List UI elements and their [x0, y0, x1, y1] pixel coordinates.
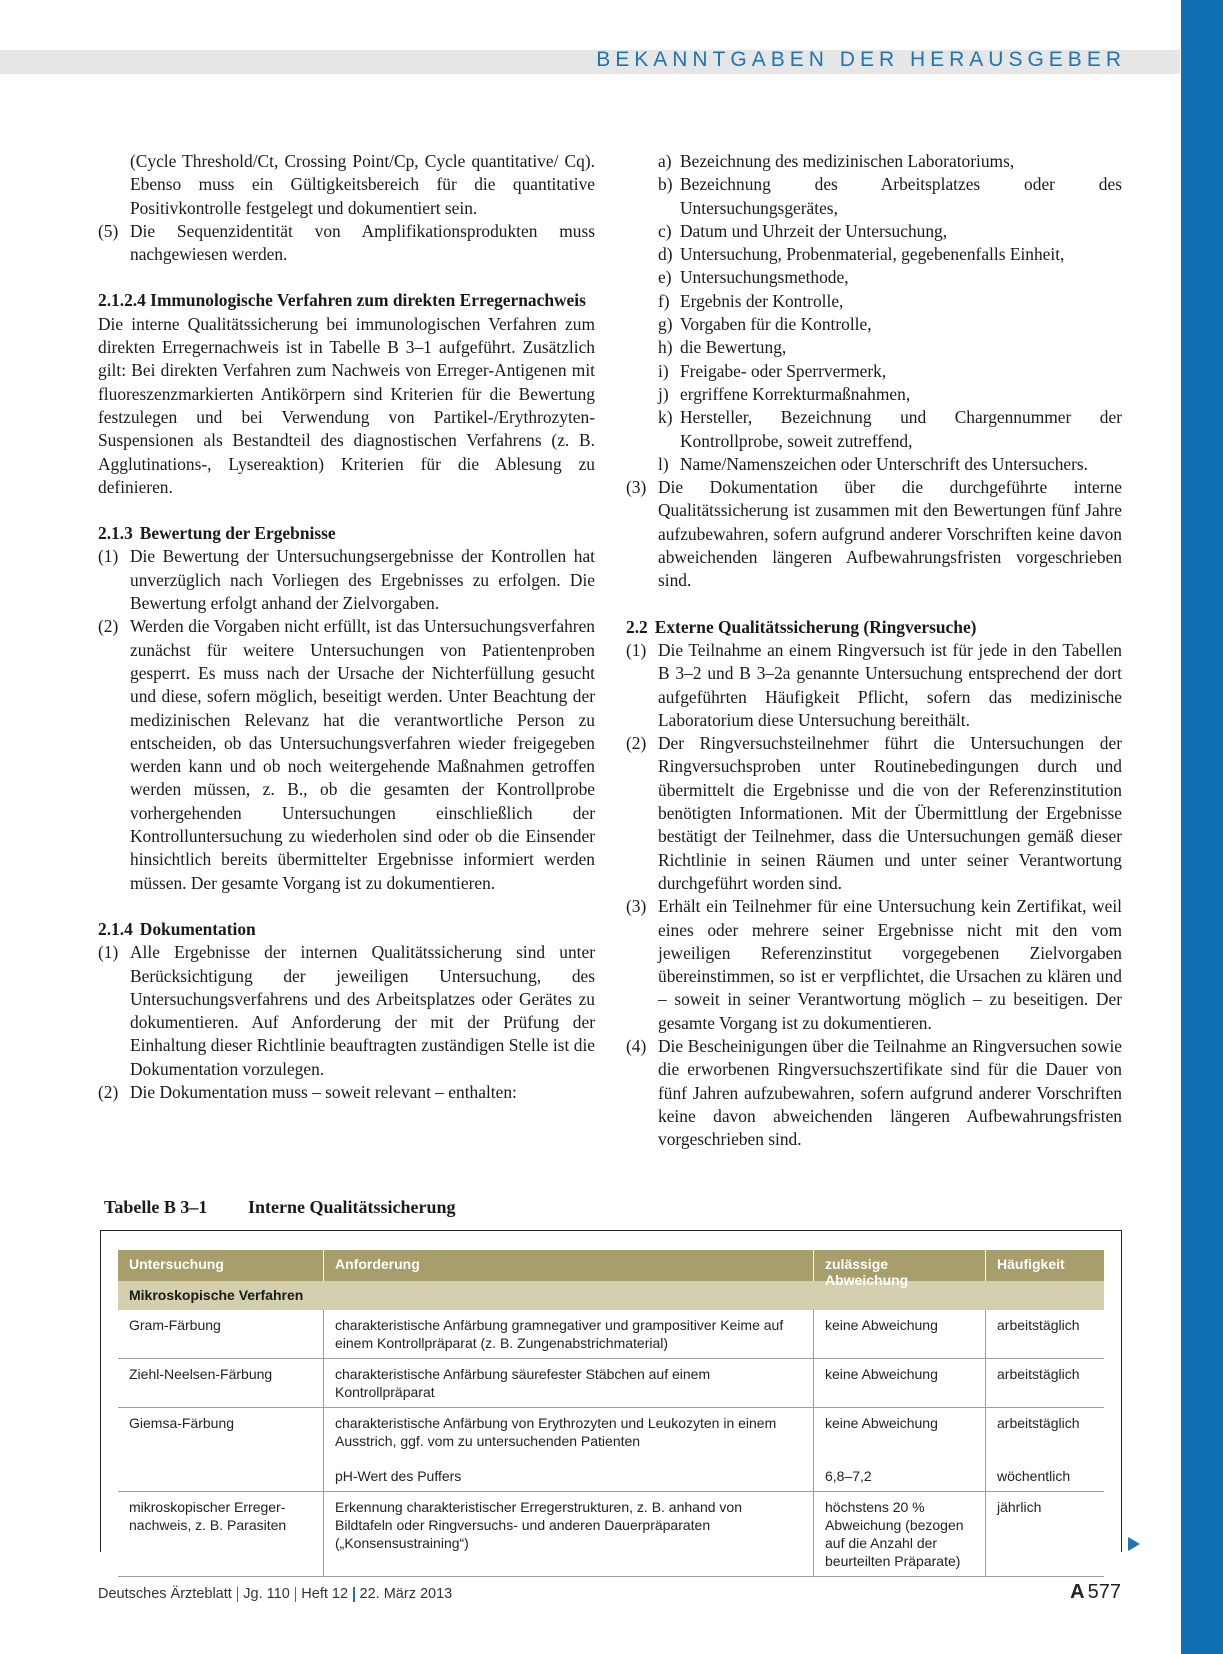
list-item-e1: [626, 639, 1122, 732]
list-letter: l): [658, 453, 669, 474]
item-number: (4): [626, 1035, 647, 1056]
cell-untersuchung: Ziehl-Neelsen-Färbung: [118, 1359, 324, 1407]
table-header-row: [118, 1250, 1104, 1288]
item-text: Die Dokumentation muss – soweit relevant – enthalten:: [130, 1081, 517, 1102]
cell-untersuchung: Giemsa-Färbung: [118, 1408, 324, 1491]
journal-issue: Heft 12: [301, 1586, 349, 1602]
documentation-list-item: [658, 406, 1122, 453]
list-item-e3: [626, 895, 1122, 1035]
list-item-d1: [98, 941, 595, 1081]
documentation-list-item: [658, 266, 1122, 289]
list-text: ergriffene Korrekturmaßnahmen,: [680, 383, 911, 404]
journal-date: 22. März 2013: [359, 1586, 453, 1602]
heading-text: Bewertung der Ergebnisse: [139, 523, 336, 544]
documentation-list-item: [658, 220, 1122, 243]
list-letter: g): [658, 314, 673, 335]
list-item-e2: [626, 732, 1122, 895]
list-text: Freigabe- oder Sperrvermerk,: [680, 360, 887, 381]
table-title: Interne Qualitätssicherung: [248, 1197, 456, 1217]
item-text: Die Bescheinigungen über die Teilnahme an Ringversuchen sowie die erworbenen Ringversuchszertifikate sind für die Dauer von fünf Jahren aufzubewahren, sofern aufgrund anderer Vorschriften keine davon abweichenden längeren Aufbewahrungsfristen vorgeschrieben sind.: [658, 1035, 1122, 1150]
footer-separator: [237, 1587, 239, 1602]
item-number: (3): [626, 477, 647, 498]
list-text: Bezeichnung des medizinischen Laboratoriums,: [680, 151, 1015, 171]
list-letter: a): [658, 151, 672, 171]
item-number: (3): [626, 896, 647, 917]
cell-anforderung: [324, 1408, 814, 1491]
cell-line: 6,8–7,2: [825, 1468, 872, 1484]
footer-separator: [353, 1587, 355, 1602]
list-text: Datum und Uhrzeit der Untersuchung,: [680, 220, 948, 241]
cell-untersuchung: mikroskopischer Erregernachweis, z. B. Parasiten: [118, 1492, 324, 1576]
cell-abweichung: keine Abweichung: [814, 1359, 986, 1407]
cell-abweichung: höchstens 20 % Abweichung (bezogen auf die Anzahl der beurteilten Präparate): [814, 1492, 986, 1576]
list-letter: d): [658, 244, 673, 265]
list-letter: e): [658, 267, 672, 288]
cell-haeufigkeit: arbeitstäglich: [997, 1317, 1080, 1333]
journal-name: Deutsches Ärzteblatt: [98, 1586, 232, 1602]
item-text: Die Sequenzidentität von Amplifikationsprodukten muss nachgewiesen werden.: [130, 220, 595, 265]
section-header-title: BEKANNTGABEN DER HERAUSGEBER: [596, 48, 1126, 71]
cell-abweichung: [814, 1408, 986, 1491]
cell-line: keine Abweichung: [825, 1415, 938, 1431]
cell-anforderung: charakteristische Anfärbung säurefester Stäbchen auf einem Kontrollpräparat: [324, 1359, 814, 1407]
side-color-bar: [1181, 0, 1223, 1654]
table-number: Tabelle B 3–1: [104, 1197, 208, 1217]
table-row: [118, 1492, 1104, 1577]
item-text: Alle Ergebnisse der internen Qualitätssicherung sind unter Berücksichtigung der jeweiligen Untersuchung, des Untersuchungsverfahrens und des Arbeitsplatzes oder Gerätes zu dokumentieren. Auf Anforderung der mit der Prüfung der Einhaltung dieser Richtlinie beauftragten zuständigen Stelle ist die Dokumentation vorzulegen.: [130, 942, 595, 1079]
documentation-list-item: [658, 173, 1122, 220]
heading-number: 2.2: [626, 616, 648, 637]
documentation-list-item: [658, 243, 1122, 266]
item-number: (1): [626, 639, 647, 660]
cell-haeufigkeit: [986, 1408, 1104, 1491]
documentation-list-item: [658, 313, 1122, 336]
item-number: (2): [98, 616, 119, 637]
continue-arrow-icon: [1128, 1537, 1140, 1551]
item-number: (1): [98, 942, 119, 963]
cell-anforderung: charakteristische Anfärbung gramnegativer und grampositiver Keime auf einem Kontrollpräparat (z. B. Zungenabstrichmaterial): [324, 1310, 814, 1358]
heading-number: 2.1.3: [98, 523, 133, 544]
documentation-list-item: [658, 150, 1122, 173]
right-column: [626, 150, 1122, 1151]
column-header: Häufigkeit: [997, 1256, 1065, 1272]
documentation-list-item: [658, 290, 1122, 313]
documentation-list-item: [658, 336, 1122, 359]
page-value: 577: [1087, 1581, 1121, 1603]
cell-line: arbeitstäglich: [997, 1415, 1080, 1431]
item-text: Die Dokumentation über die durchgeführte interne Qualitätssicherung ist zusammen mit den Bewertungen fünf Jahre aufzubewahren, sofern aufgrund anderer Vorschriften keine davon abweichenden längeren Aufbewahrungsfristen vorgeschrieben sind.: [658, 477, 1122, 591]
heading-text: Externe Qualitätssicherung (Ringversuche): [654, 616, 977, 637]
heading-text: Dokumentation: [139, 918, 256, 939]
item-number: (2): [98, 1081, 119, 1102]
cell-haeufigkeit: arbeitstäglich: [997, 1366, 1080, 1382]
paragraph-immunologische-verfahren: Die interne Qualitätssicherung bei immunologischen Verfahren zum direkten Erregernachweis ist in Tabelle B 3–1 aufgeführt. Zusätzlich gilt: Bei direkten Verfahren zum Nachweis von Erreger-Antigenen mit fluoreszenzmarkierten Antikörpern sind Kriterien für die Bewertung festzulegen und bei Verwendung von Partikel-/Erythrozyten-Suspensionen als Bestandteil des diagnostischen Verfahrens (z. B. Agglutinations-, Lysereaktion) Kriterien für die Ablesung zu definieren.: [98, 313, 595, 497]
list-letter: f): [658, 290, 670, 311]
item-text: Der Ringversuchsteilnehmer führt die Untersuchungen der Ringversuchsproben unter Routinebedingungen durch und übermittelt die Ergebnisse und die von der Referenzinstitution benötigten Informationen. Mit der Übermittlung der Ergebnisse bestätigt der Teilnehmer, dass die Untersuchungen gemäß dieser Richtlinie in seinen Räumen und unter seiner Verantwortung durchgeführt worden sind.: [658, 733, 1122, 893]
table-caption: [104, 1197, 456, 1218]
paragraph-intro: (Cycle Threshold/Ct, Crossing Point/Cp, Cycle quantitative/ Cq). Ebenso muss ein Gültigkeitsbereich für die quantitative Positivkontrolle festgelegt und dokumentiert sein.: [130, 151, 595, 218]
list-item-e4: [626, 1035, 1122, 1151]
column-header: zulässige Abweichung: [814, 1250, 986, 1281]
documentation-list-item: [658, 453, 1122, 476]
left-column: [98, 150, 595, 1104]
list-text: Vorgaben für die Kontrolle,: [680, 314, 872, 335]
documentation-list-item: [658, 383, 1122, 406]
column-header: Anforderung: [324, 1250, 814, 1281]
heading-number: 2.1.4: [98, 918, 133, 939]
list-text: Untersuchung, Probenmaterial, gegebenenfalls Einheit,: [680, 244, 1065, 265]
cell-line: charakteristische Anfärbung von Erythrozyten und Leukozyten in einem Ausstrich, ggf. vom zu untersuchenden Patienten: [335, 1415, 777, 1449]
list-letter: i): [658, 360, 669, 381]
heading-immunologische-verfahren: 2.1.2.4 Immunologische Verfahren zum direkten Erregernachweis: [98, 290, 586, 311]
documentation-list-item: [658, 360, 1122, 383]
item-text: Die Teilnahme an einem Ringversuch ist für jede in den Tabellen B 3–2 und B 3–2a genannte Untersuchung entsprechend der dort aufgeführten Häufigkeit Pflicht, sofern das medizinische Laboratorium diese Untersuchung bereithält.: [658, 639, 1122, 730]
item-text: Die Bewertung der Untersuchungsergebnisse der Kontrollen hat unverzüglich nach Vorliegen des Ergebnisses zu erfolgen. Die Bewertung erfolgt anhand der Zielvorgaben.: [130, 546, 595, 614]
list-item-5: [98, 220, 595, 267]
list-text: die Bewertung,: [680, 337, 787, 358]
list-letter: b): [658, 174, 673, 195]
list-text: Hersteller, Bezeichnung und Chargennummer der Kontrollprobe, soweit zutreffend,: [680, 407, 1122, 451]
list-letter: j): [658, 383, 669, 404]
list-letter: c): [658, 220, 672, 241]
heading-dokumentation: [98, 918, 595, 941]
cell-line: pH-Wert des Puffers: [335, 1468, 462, 1484]
table-row: [118, 1310, 1104, 1359]
footer-separator: [295, 1587, 297, 1602]
cell-abweichung: keine Abweichung: [814, 1310, 986, 1358]
journal-volume: Jg. 110: [243, 1586, 290, 1602]
table-section-row: Mikroskopische Verfahren: [118, 1281, 1104, 1310]
list-item-b2: [98, 615, 595, 895]
list-item-d3: [626, 476, 1122, 592]
item-number: (2): [626, 733, 647, 754]
heading-externe-qualitaetssicherung: [626, 616, 1122, 639]
item-number: (5): [98, 220, 119, 241]
cell-anforderung: Erkennung charakteristischer Erregerstrukturen, z. B. anhand von Bildtafeln oder Ringversuchs- und anderen Dauerpräparaten („Konsensustraining“): [324, 1492, 814, 1576]
cell-haeufigkeit: jährlich: [997, 1499, 1042, 1515]
list-text: Untersuchungsmethode,: [680, 267, 849, 288]
heading-bewertung: [98, 522, 595, 545]
documentation-list: [626, 150, 1122, 476]
item-text: Werden die Vorgaben nicht erfüllt, ist das Untersuchungsverfahren zunächst für weitere Untersuchungen von Patientenproben gesperrt. Es muss nach der Ursache der Nichterfüllung gesucht und diese, sofern möglich, beseitigt werden. Unter Beachtung der medizinischen Relevanz hat die verantwortliche Person zu entscheiden, ob das Untersuchungsverfahren wieder freigegeben werden kann und ob noch weitergehende Maßnahmen getroffen werden müssen, z. B., ob die gesamten der Kontrollprobe vorhergehenden Untersuchungen einschließlich der Kontrolluntersuchung zu wiederholen sind oder ob die Einsender hinsichtlich bereits übermittelter Ergebnisse informiert werden müssen. Der gesamte Vorgang ist zu dokumentieren.: [130, 616, 595, 893]
list-text: Bezeichnung des Arbeitsplatzes oder des Untersuchungsgerätes,: [680, 174, 1122, 218]
cell-untersuchung: Gram-Färbung: [118, 1310, 324, 1358]
list-letter: h): [658, 337, 673, 358]
item-number: (1): [98, 546, 119, 567]
list-text: Ergebnis der Kontrolle,: [680, 290, 844, 311]
list-letter: k): [658, 407, 673, 428]
list-item-d2: [98, 1081, 595, 1104]
list-item-b1: [98, 545, 595, 615]
page-prefix: A: [1070, 1581, 1085, 1603]
quality-table: [118, 1250, 1104, 1577]
list-text: Name/Namenszeichen oder Unterschrift des Untersuchers.: [680, 453, 1089, 474]
cell-line: wöchentlich: [997, 1468, 1071, 1484]
footer: [98, 1586, 452, 1602]
table-row: [118, 1408, 1104, 1492]
column-header: Untersuchung: [118, 1250, 324, 1281]
table-row: [118, 1359, 1104, 1408]
page-number: [1070, 1581, 1121, 1604]
item-text: Erhält ein Teilnehmer für eine Untersuchung kein Zertifikat, weil eines oder mehrere seiner Ergebnisse nicht mit den vom jeweiligen Referenzinstitut vorgegebenen Zielvorgaben übereinstimmen, so ist er verpflichtet, die Ursachen zu klären und – soweit in seiner Verantwortung möglich – zu beseitigen. Der gesamte Vorgang ist zu dokumentieren.: [658, 896, 1122, 1033]
